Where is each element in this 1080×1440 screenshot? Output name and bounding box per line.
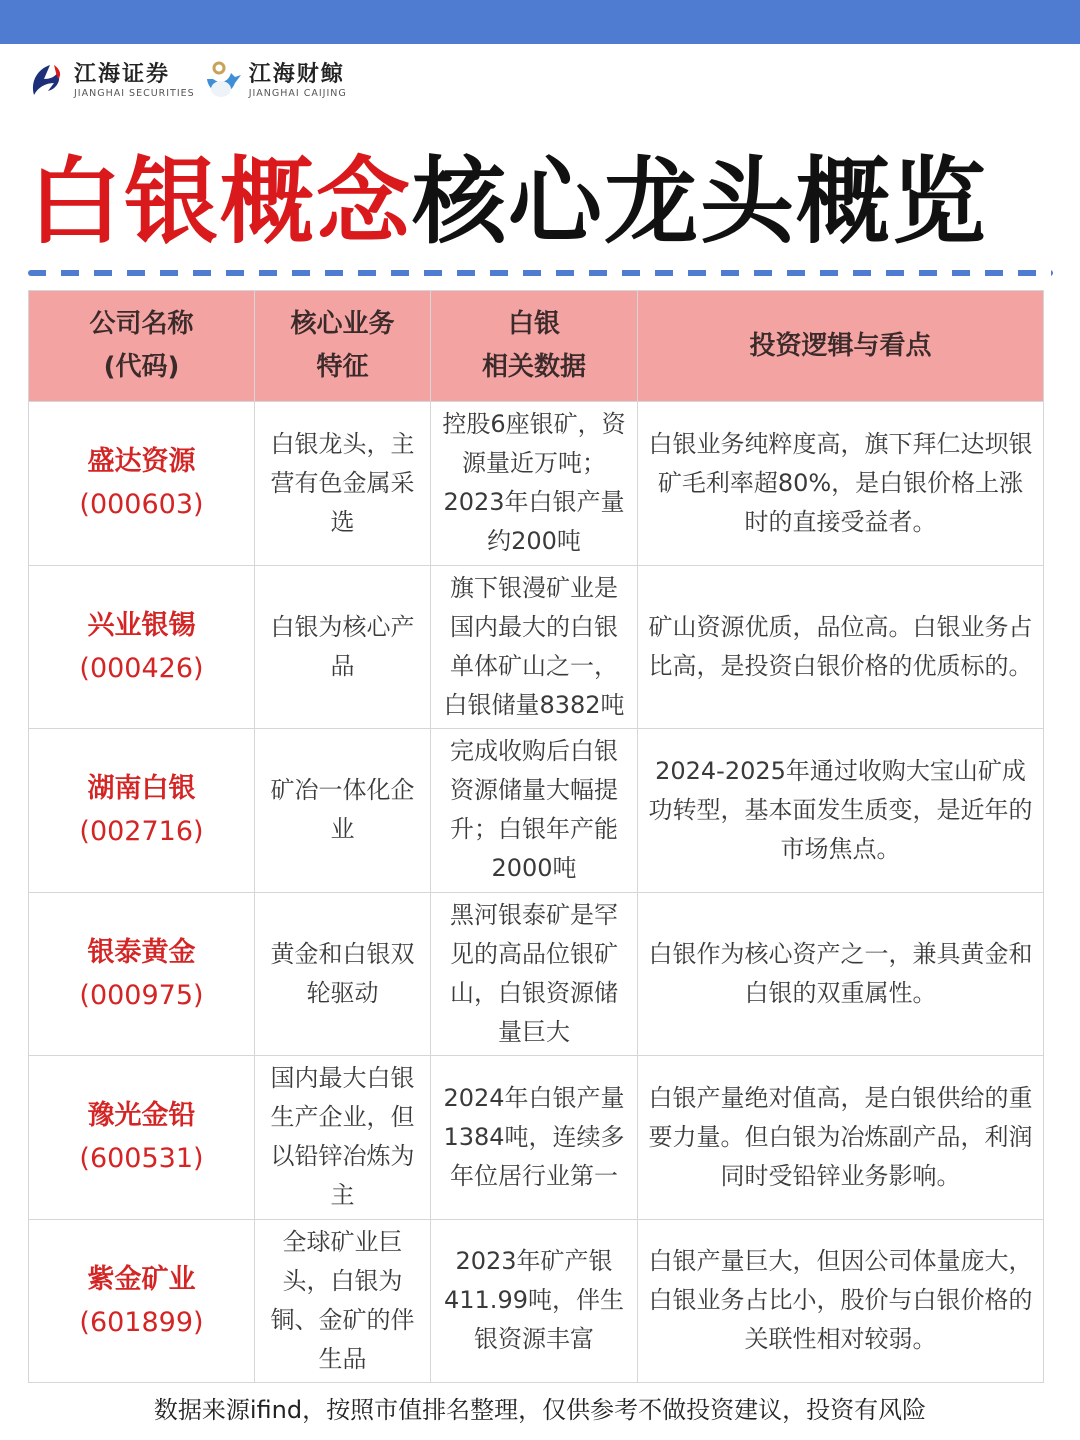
table-row — [29, 729, 1044, 893]
logo-en: JIANGHAI CAIJING — [248, 88, 347, 100]
data-cell: 2023年矿产银411.99吨，伴生银资源丰富 — [431, 1219, 638, 1383]
top-banner — [0, 0, 1080, 44]
whale-icon — [203, 61, 243, 101]
logo-en: JIANGHAI SECURITIES — [74, 88, 195, 100]
logic-cell: 白银作为核心资产之一，兼具黄金和白银的双重属性。 — [638, 892, 1044, 1056]
data-cell: 旗下银漫矿业是国内最大的白银单体矿山之一，白银储量8382吨 — [431, 565, 638, 729]
header-company: 公司名称 (代码) — [29, 291, 255, 402]
company-cell: 豫光金铅 (600531) — [29, 1056, 255, 1220]
disclaimer-footer: 数据来源ifind，按照市值排名整理，仅供参考不做投资建议，投资有风险 — [153, 1396, 927, 1424]
company-cell: 湖南白银 (002716) — [29, 729, 255, 893]
title-rest: 核心龙头概览 — [412, 147, 989, 257]
jianghai-caijing-logo — [203, 61, 347, 101]
business-cell: 白银为核心产品 — [255, 565, 431, 729]
table-row — [29, 565, 1044, 729]
jianghai-securities-icon — [28, 61, 68, 101]
logic-cell: 矿山资源优质，品位高。白银业务占比高，是投资白银价格的优质标的。 — [638, 565, 1044, 729]
table-header-row — [29, 291, 1044, 402]
data-cell: 2024年白银产量1384吨，连续多年位居行业第一 — [431, 1056, 638, 1220]
table-row — [29, 1056, 1044, 1220]
business-cell: 矿冶一体化企业 — [255, 729, 431, 893]
table-row — [29, 1219, 1044, 1383]
title-highlight: 白银概念 — [28, 147, 413, 257]
dashed-divider — [28, 270, 1053, 276]
company-cell: 兴业银锡 (000426) — [29, 565, 255, 729]
jianghai-securities-logo — [28, 61, 195, 101]
data-cell: 控股6座银矿，资源量近万吨；2023年白银产量约200吨 — [431, 402, 638, 566]
data-cell: 完成收购后白银资源储量大幅提升；白银年产能2000吨 — [431, 729, 638, 893]
business-cell: 国内最大白银生产企业，但以铅锌冶炼为主 — [255, 1056, 431, 1220]
logo-cn: 江海财鲸 — [248, 61, 345, 88]
table-row — [29, 402, 1044, 566]
header-business: 核心业务 特征 — [255, 291, 431, 402]
company-cell: 盛达资源 (000603) — [29, 402, 255, 566]
logic-cell: 白银产量绝对值高，是白银供给的重要力量。但白银为冶炼副产品，利润同时受铅锌业务影响。 — [638, 1056, 1044, 1220]
logo-bar — [28, 58, 347, 104]
company-cell: 紫金矿业 (601899) — [29, 1219, 255, 1383]
logo-cn: 江海证券 — [74, 61, 171, 88]
table-row — [29, 892, 1044, 1056]
header-silver-data: 白银 相关数据 — [431, 291, 638, 402]
business-cell: 黄金和白银双轮驱动 — [255, 892, 431, 1056]
header-investment-logic: 投资逻辑与看点 — [638, 291, 1044, 402]
data-cell: 黑河银泰矿是罕见的高品位银矿山，白银资源储量巨大 — [431, 892, 638, 1056]
business-cell: 白银龙头，主营有色金属采选 — [255, 402, 431, 566]
logic-cell: 2024-2025年通过收购大宝山矿成功转型，基本面发生质变，是近年的市场焦点。 — [638, 729, 1044, 893]
business-cell: 全球矿业巨头，白银为铜、金矿的伴生品 — [255, 1219, 431, 1383]
logic-cell: 白银业务纯粹度高，旗下拜仁达坝银矿毛利率超80%，是白银价格上涨时的直接受益者。 — [638, 402, 1044, 566]
logic-cell: 白银产量巨大，但因公司体量庞大，白银业务占比小，股价与白银价格的关联性相对较弱。 — [638, 1219, 1044, 1383]
company-cell: 银泰黄金 (000975) — [29, 892, 255, 1056]
silver-companies-table — [28, 290, 1044, 1383]
page-title — [28, 138, 1058, 257]
